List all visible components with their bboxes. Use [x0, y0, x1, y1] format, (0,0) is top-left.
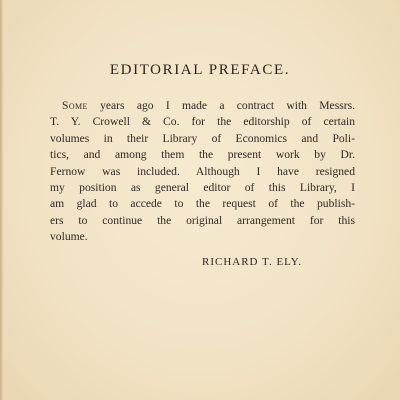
- body-line-5: Fernow was included. Although I have resigned: [50, 164, 355, 178]
- body-line-9: volume.: [50, 230, 88, 244]
- first-word: Some: [62, 99, 88, 112]
- body-line-7: am glad to accede to the request of the publish-: [50, 197, 355, 211]
- body-line-8: ers to continue the original arrangement for this: [50, 213, 355, 227]
- page-binding-edge: [0, 0, 4, 400]
- body-line-4: tics, and among them the present work by Dr.: [50, 148, 355, 162]
- body-line-1: [50, 98, 355, 114]
- body-line-2: T. Y. Crowell & Co. for the editorship of certain: [50, 115, 355, 129]
- preface-title: EDITORIAL PREFACE.: [109, 62, 291, 78]
- body-line-6: my position as general editor of this Library, I: [50, 181, 355, 195]
- preface-body: [50, 98, 355, 246]
- body-line-1-rest: years ago I made a contract with Messrs.: [87, 99, 355, 112]
- body-line-3: volumes in their Library of Economics and Poli-: [50, 131, 355, 145]
- signature: RICHARD T. ELY.: [202, 256, 303, 268]
